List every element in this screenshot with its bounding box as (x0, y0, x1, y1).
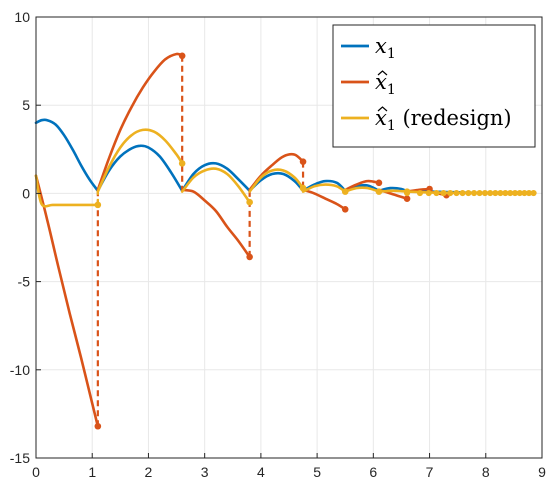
x-tick-label: 5 (313, 464, 322, 480)
y-tick-label: 10 (14, 9, 30, 25)
reset-point-redesign (246, 199, 253, 206)
x-tick-label: 6 (369, 464, 378, 480)
y-tick-label: 5 (22, 97, 30, 114)
reset-point-tail (471, 190, 477, 196)
reset-point-xhat1 (342, 206, 349, 213)
legend (333, 25, 535, 147)
reset-point-xhat1 (376, 180, 383, 187)
reset-point-redesign (300, 185, 307, 192)
x-tick-label: 3 (200, 464, 209, 480)
reset-point-xhat1 (300, 158, 307, 165)
reset-point-redesign (95, 202, 102, 209)
x-tick-label: 7 (425, 464, 434, 480)
reset-point-tail (426, 190, 432, 196)
x-tick-label: 8 (481, 464, 490, 480)
x-tick-label: 9 (538, 464, 546, 480)
reset-point-redesign (179, 160, 186, 167)
curve-redesign (379, 191, 407, 192)
reset-point-tail (530, 190, 536, 196)
y-tick-label: -15 (9, 450, 30, 466)
reset-point-xhat1 (179, 53, 186, 60)
reset-point-tail (459, 190, 465, 196)
reset-point-tail (447, 190, 453, 196)
reset-point-tail (465, 190, 471, 196)
x-tick-label: 4 (256, 464, 265, 480)
reset-point-tail (404, 190, 410, 196)
y-tick-label: -5 (17, 273, 30, 290)
y-tick-label: -10 (9, 361, 30, 378)
reset-point-redesign (342, 188, 349, 195)
y-tick-label: 0 (22, 185, 30, 202)
x-tick-label: 2 (144, 464, 153, 480)
legend-label-redesign: $x_1$ (redesign) (375, 106, 512, 134)
reset-point-tail (476, 190, 482, 196)
legend-label-xhat1: $x_1$ (375, 70, 396, 98)
x-tick-label: 1 (88, 464, 97, 480)
reset-point-tail (417, 190, 423, 196)
reset-point-redesign (376, 188, 383, 195)
reset-point-xhat1 (404, 195, 411, 202)
x-tick-label: 0 (32, 464, 40, 480)
reset-point-tail (440, 190, 446, 196)
legend-label-x1: $x_1$ (375, 34, 396, 62)
reset-point-xhat1 (95, 423, 102, 430)
reset-point-tail (433, 190, 439, 196)
reset-point-tail (453, 190, 459, 196)
reset-point-xhat1 (246, 254, 253, 261)
